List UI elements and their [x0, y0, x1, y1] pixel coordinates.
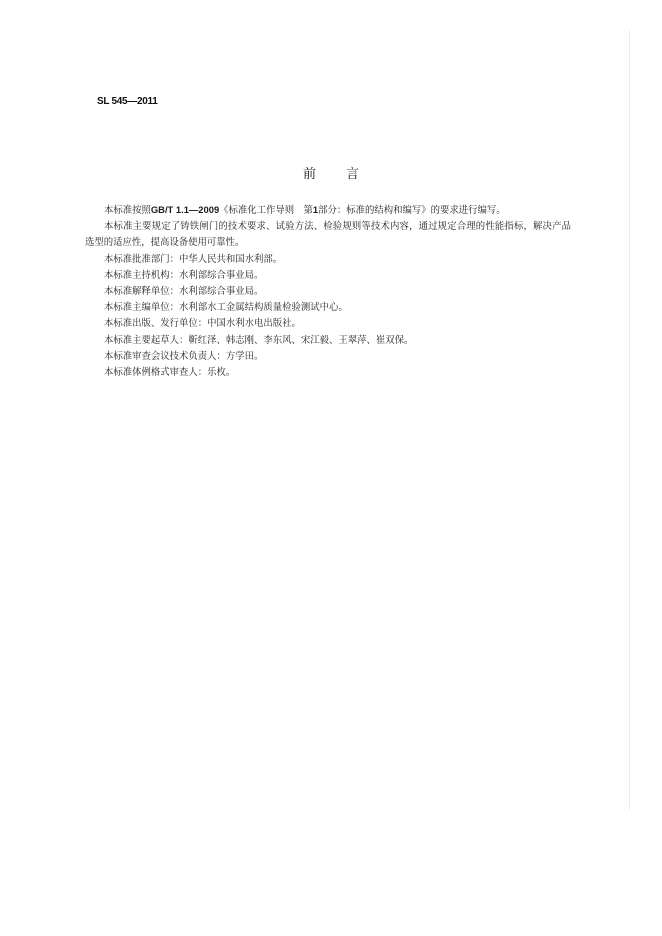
paragraph-text: 《标准化工作导则 第 [219, 205, 313, 216]
title-char-2: 言 [346, 167, 360, 182]
paragraph-format-reviewer: 本标准体例格式审查人：乐枚。 [104, 367, 236, 379]
page-edge-shadow [629, 30, 630, 810]
paragraph-chief-editor-org: 本标准主编单位：水利部水工金属结构质量检验测试中心。 [104, 302, 348, 314]
paragraph-publisher: 本标准出版、发行单位：中国水利水电出版社。 [104, 318, 301, 330]
paragraph-text: 本标准按照 [104, 205, 151, 216]
paragraph-technical-reviewer: 本标准审查会议技术负责人：方学田。 [104, 350, 264, 362]
standard-code: SL 545—2011 [97, 96, 158, 107]
paragraph-drafters: 本标准主要起草人：靳红泽、韩志刚、李东风、宋江毅、王翠萍、崔双保。 [104, 334, 414, 346]
paragraph-text: 部分：标准的结构和编写》的要求进行编写。 [318, 205, 506, 216]
title-char-1: 前 [302, 167, 316, 182]
paragraph-approval-dept: 本标准批准部门：中华人民共和国水利部。 [104, 253, 283, 265]
paragraph-host-org: 本标准主持机构：水利部综合事业局。 [104, 269, 264, 281]
part-number: 1 [312, 204, 319, 215]
section-title [0, 163, 662, 182]
standard-reference: GB/T 1.1—2009 [150, 204, 220, 215]
foreword-body [85, 202, 571, 381]
paragraph-drafting-rules [85, 202, 571, 219]
paragraph-interpretation-org: 本标准解释单位：水利部综合事业局。 [104, 286, 264, 298]
paragraph-scope: 本标准主要规定了铸铁闸门的技术要求、试验方法、检验规则等技术内容，通过规定合理的性能指标，解决产品选型的适应性，提高设备使用可靠性。 [85, 221, 571, 249]
